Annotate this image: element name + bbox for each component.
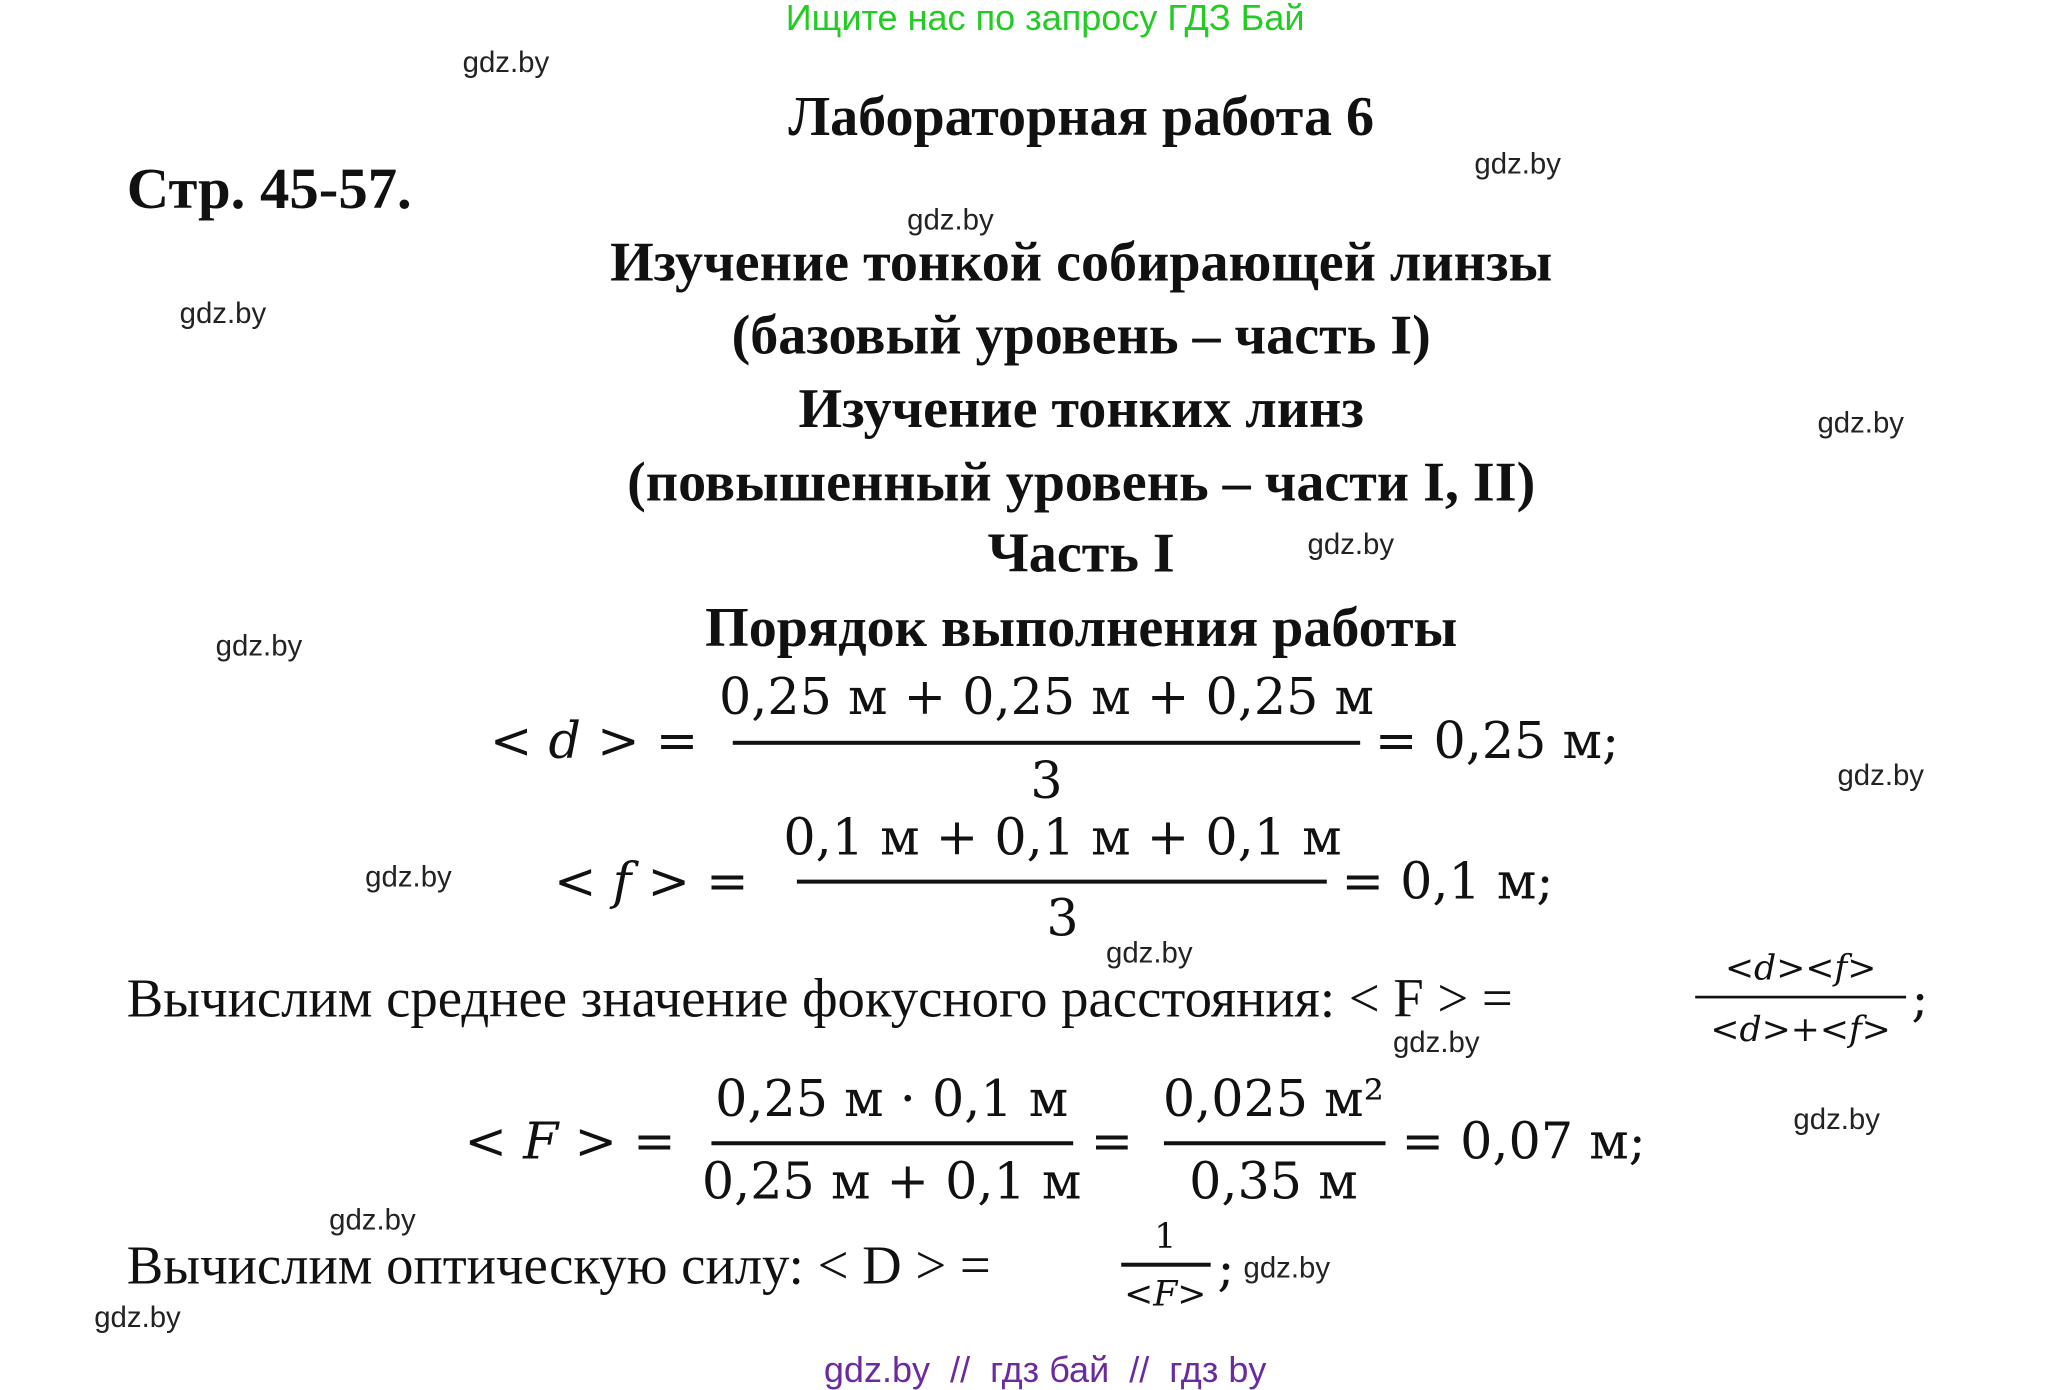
watermark: gdz.by: [1307, 527, 1395, 561]
eq-f-lhs: < f > =: [553, 851, 749, 911]
power-formula-denominator: <F>: [1124, 1274, 1207, 1315]
eq-F-denominator-2: 0,35 м: [1189, 1151, 1358, 1211]
watermark: gdz.by: [1105, 935, 1193, 970]
fraction-bar: [1695, 996, 1906, 999]
semicolon: ;: [1911, 969, 1929, 1028]
heading: Часть I: [987, 523, 1175, 585]
eq-F-denominator-1: 0,25 м + 0,1 м: [701, 1151, 1082, 1211]
page-reference: Стр. 45-57.: [126, 156, 412, 222]
fraction-bar: [797, 880, 1327, 884]
eq-d-result: = 0,25 м;: [1374, 711, 1620, 771]
watermark: gdz.by: [215, 628, 303, 663]
eq-d-lhs: < d > =: [489, 711, 699, 771]
page-title: Лабораторная работа 6: [788, 86, 1375, 149]
focal-formula-numerator: <d><f>: [1724, 949, 1877, 990]
eq-F-lhs: < F > =: [464, 1111, 676, 1171]
fraction-bar: [733, 741, 1360, 745]
watermark: gdz.by: [462, 45, 550, 79]
heading: (базовый уровень – часть I): [731, 305, 1431, 368]
focal-length-text: Вычислим среднее значение фокусного расстояния: < F > =: [126, 967, 1513, 1029]
power-formula-numerator: 1: [1154, 1217, 1177, 1258]
eq-f-denominator: 3: [1046, 888, 1079, 948]
heading: (повышенный уровень – части I, II): [627, 452, 1536, 514]
watermark: gdz.by: [1474, 146, 1561, 181]
search-banner[interactable]: Ищите нас по запросу ГДЗ Бай: [785, 0, 1305, 39]
heading: Изучение тонких линз: [798, 379, 1364, 441]
fraction-bar: [1121, 1263, 1210, 1267]
eq-f-numerator: 0,1 м + 0,1 м + 0,1 м: [783, 807, 1342, 867]
eq-f-result: = 0,1 м;: [1341, 851, 1554, 911]
watermark: gdz.by: [1243, 1250, 1331, 1285]
watermark: gdz.by: [1793, 1102, 1880, 1136]
eq-d-numerator: 0,25 м + 0,25 м + 0,25 м: [718, 667, 1374, 727]
watermark: gdz.by: [907, 202, 994, 237]
watermark: gdz.by: [1392, 1025, 1480, 1059]
watermark: gdz.by: [179, 296, 267, 330]
heading: Порядок выполнения работы: [705, 597, 1458, 660]
watermark: gdz.by: [329, 1202, 416, 1237]
equals-sign: =: [1090, 1111, 1134, 1171]
focal-formula-denominator: <d>+<f>: [1710, 1010, 1891, 1051]
eq-F-numerator-1: 0,25 м · 0,1 м: [715, 1069, 1069, 1128]
footer-links[interactable]: gdz.by // гдз бай // гдз by: [823, 1350, 1267, 1390]
fraction-bar: [711, 1141, 1073, 1145]
semicolon: ;: [1217, 1238, 1235, 1298]
heading: Изучение тонкой собирающей линзы: [610, 232, 1553, 294]
watermark: gdz.by: [365, 859, 452, 893]
watermark: gdz.by: [1817, 405, 1904, 440]
eq-F-result: = 0,07 м;: [1401, 1111, 1646, 1171]
eq-d-denominator: 3: [1030, 751, 1063, 811]
eq-F-numerator-2: 0,025 м²: [1162, 1069, 1384, 1128]
watermark: gdz.by: [1837, 758, 1924, 792]
watermark: gdz.by: [94, 1300, 181, 1334]
optical-power-text: Вычислим оптическую силу: < D > =: [126, 1234, 991, 1296]
fraction-bar: [1164, 1141, 1386, 1145]
